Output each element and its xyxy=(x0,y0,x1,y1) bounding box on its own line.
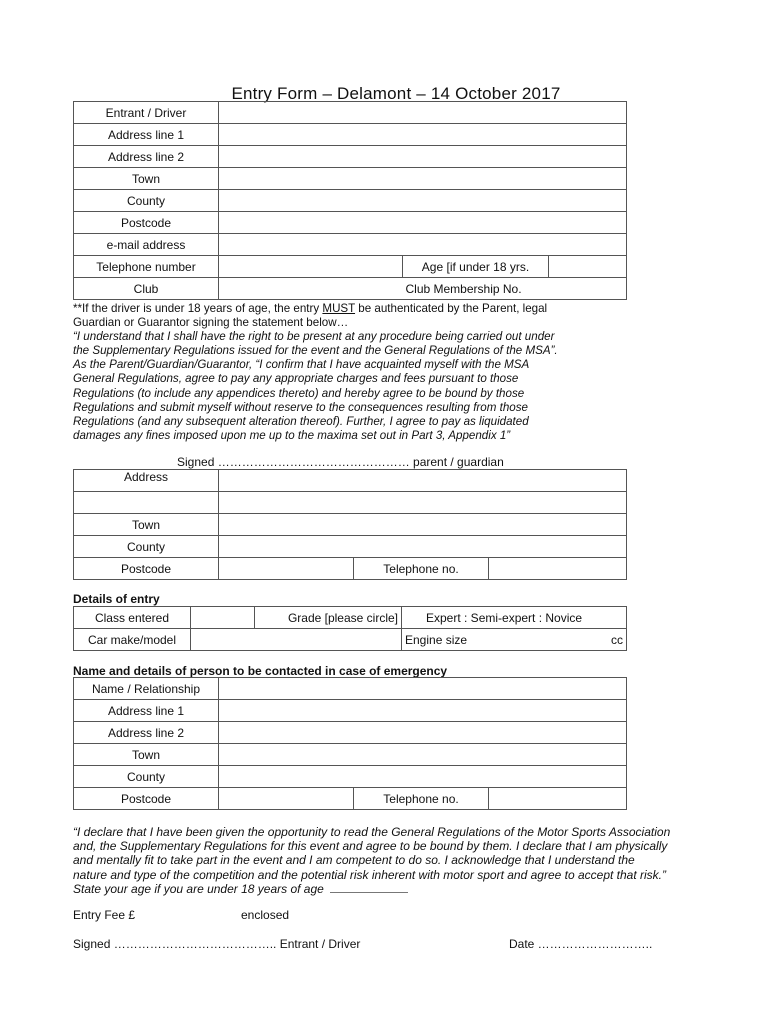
table-row xyxy=(74,212,627,234)
driver-declaration xyxy=(73,825,738,896)
guardian-county-label: County xyxy=(74,536,219,558)
guardian-statement xyxy=(73,330,633,443)
guardian-county-field[interactable] xyxy=(219,536,627,558)
emergency-telephone-label: Telephone no. xyxy=(354,788,489,810)
guardian-telephone-field[interactable] xyxy=(489,558,627,580)
table-row xyxy=(74,766,627,788)
guardian-postcode-label: Postcode xyxy=(74,558,219,580)
entry-details-heading: Details of entry xyxy=(73,592,160,606)
engine-unit: cc xyxy=(611,632,623,647)
entrant-driver-label: Entrant / Driver xyxy=(74,102,219,124)
county-field[interactable] xyxy=(219,190,627,212)
entry-details-table xyxy=(73,606,627,651)
email-label: e-mail address xyxy=(74,234,219,256)
guardian-address-field-1[interactable] xyxy=(219,470,627,492)
age-field[interactable] xyxy=(549,256,627,278)
emergency-name-label: Name / Relationship xyxy=(74,678,219,700)
table-row xyxy=(74,234,627,256)
statement-line: “I understand that I shall have the right to be present at any procedure being carried out under xyxy=(73,330,555,344)
form-title: Entry Form – Delamont – 14 October 2017 xyxy=(231,84,561,103)
emergency-postcode-label: Postcode xyxy=(74,788,219,810)
table-row xyxy=(74,788,627,810)
emergency-town-label: Town xyxy=(74,744,219,766)
table-row xyxy=(74,629,627,651)
must-emphasis: MUST xyxy=(322,302,356,315)
address-line-2-field[interactable] xyxy=(219,146,627,168)
guardian-address-label: Address xyxy=(74,470,219,492)
statement-line: General Regulations, agree to pay any appropriate charges and fees pursuant to those xyxy=(73,372,519,386)
club-label: Club xyxy=(74,278,219,300)
car-model-field[interactable] xyxy=(191,629,402,651)
emergency-address-1-field[interactable] xyxy=(219,700,627,722)
table-row xyxy=(74,700,627,722)
town-field[interactable] xyxy=(219,168,627,190)
emergency-telephone-field[interactable] xyxy=(489,788,627,810)
entrant-details-table xyxy=(73,101,627,300)
table-row xyxy=(74,102,627,124)
emergency-heading: Name and details of person to be contacted in case of emergency xyxy=(73,664,448,678)
table-row xyxy=(74,514,627,536)
driver-signature-line: Signed ………………………………….. Entrant / Driver xyxy=(73,937,361,951)
class-entered-label: Class entered xyxy=(74,607,191,629)
table-row xyxy=(74,536,627,558)
statement-line: As the Parent/Guardian/Guarantor, “I confirm that I have acquainted myself with the MSA xyxy=(73,358,530,372)
table-row xyxy=(74,470,627,492)
address-line-2-label: Address line 2 xyxy=(74,146,219,168)
table-row xyxy=(74,492,627,514)
emergency-address-2-field[interactable] xyxy=(219,722,627,744)
table-row xyxy=(74,558,627,580)
guardian-address-field-2[interactable] xyxy=(219,492,627,514)
postcode-field[interactable] xyxy=(219,212,627,234)
telephone-field[interactable] xyxy=(219,256,403,278)
address-line-1-field[interactable] xyxy=(219,124,627,146)
emergency-name-field[interactable] xyxy=(219,678,627,700)
emergency-county-label: County xyxy=(74,766,219,788)
grade-options[interactable]: Expert : Semi-expert : Novice xyxy=(402,607,627,629)
age-label: Age [if under 18 yrs. xyxy=(403,256,549,278)
age-prompt: State your age if you are under 18 years of age xyxy=(73,881,324,896)
town-label: Town xyxy=(74,168,219,190)
table-row xyxy=(74,678,627,700)
table-row xyxy=(74,146,627,168)
declaration-line: and, the Supplementary Regulations for this event and agree to be bound by them. I declare that I am physically xyxy=(73,839,668,854)
table-row xyxy=(74,607,627,629)
postcode-label: Postcode xyxy=(74,212,219,234)
entry-fee-label: Entry Fee £ xyxy=(73,908,136,922)
guardian-town-field[interactable] xyxy=(219,514,627,536)
declaration-line: nature and type of the competition and the potential risk inherent with motor sport and agree to accept that risk.” xyxy=(73,867,667,882)
engine-size-label: Engine size xyxy=(402,629,477,651)
guardian-address-label-blank xyxy=(74,492,219,514)
class-entered-field[interactable] xyxy=(191,607,255,629)
declaration-line: “I declare that I have been given the opportunity to read the General Regulations of the Motor Sports Association xyxy=(73,825,671,839)
statement-line: the Supplementary Regulations issued for the event and the General Regulations of the MSA”. xyxy=(73,344,558,358)
club-membership-label: Club Membership No. xyxy=(403,278,627,300)
guardian-telephone-label: Telephone no. xyxy=(354,558,489,580)
notice-line: Guardian or Guarantor signing the statement below… xyxy=(73,316,349,330)
emergency-town-field[interactable] xyxy=(219,744,627,766)
guardian-postcode-field[interactable] xyxy=(219,558,354,580)
table-row xyxy=(74,168,627,190)
entrant-driver-field[interactable] xyxy=(219,102,627,124)
emergency-address-2-label: Address line 2 xyxy=(74,722,219,744)
table-row xyxy=(74,722,627,744)
address-line-1-label: Address line 1 xyxy=(74,124,219,146)
table-row xyxy=(74,256,627,278)
club-field[interactable] xyxy=(219,278,403,300)
date-line: Date ……………………….. xyxy=(509,937,653,951)
enclosed-label: enclosed xyxy=(241,908,290,922)
guardian-town-label: Town xyxy=(74,514,219,536)
engine-size-field[interactable] xyxy=(477,629,627,651)
telephone-label: Telephone number xyxy=(74,256,219,278)
table-row xyxy=(74,124,627,146)
email-field[interactable] xyxy=(219,234,627,256)
guardian-notice xyxy=(73,302,633,443)
car-model-label: Car make/model xyxy=(74,629,191,651)
age-blank-field[interactable] xyxy=(330,883,408,893)
age-prompt-line xyxy=(73,882,738,896)
table-row xyxy=(74,744,627,766)
emergency-postcode-field[interactable] xyxy=(219,788,354,810)
emergency-county-field[interactable] xyxy=(219,766,627,788)
parent-signature-line: Signed ………………………………………… parent / guardian xyxy=(177,455,504,469)
statement-line: Regulations (and any subsequent alteration thereof). Further, I agree to pay as liquidated xyxy=(73,414,529,428)
guardian-address-table xyxy=(73,469,627,580)
declaration-line: and mentally fit to take part in the event and I am competent to do so. I acknowledge that I understand the xyxy=(73,853,635,868)
statement-line: Regulations (to include any appendices thereto) and hereby agree to be bound by those xyxy=(73,386,525,400)
statement-line: damages any fines imposed upon me up to the maxima set out in Part 3, Appendix 1” xyxy=(73,428,511,442)
emergency-address-1-label: Address line 1 xyxy=(74,700,219,722)
table-row xyxy=(74,278,627,300)
grade-label: Grade [please circle] xyxy=(255,607,402,629)
statement-line: Regulations and submit myself without reserve to the consequences resulting from those xyxy=(73,400,528,414)
notice-line: **If the driver is under 18 years of age, the entry MUST be authenticated by the Parent, legal xyxy=(73,302,548,315)
table-row xyxy=(74,190,627,212)
emergency-contact-table xyxy=(73,677,627,810)
county-label: County xyxy=(74,190,219,212)
